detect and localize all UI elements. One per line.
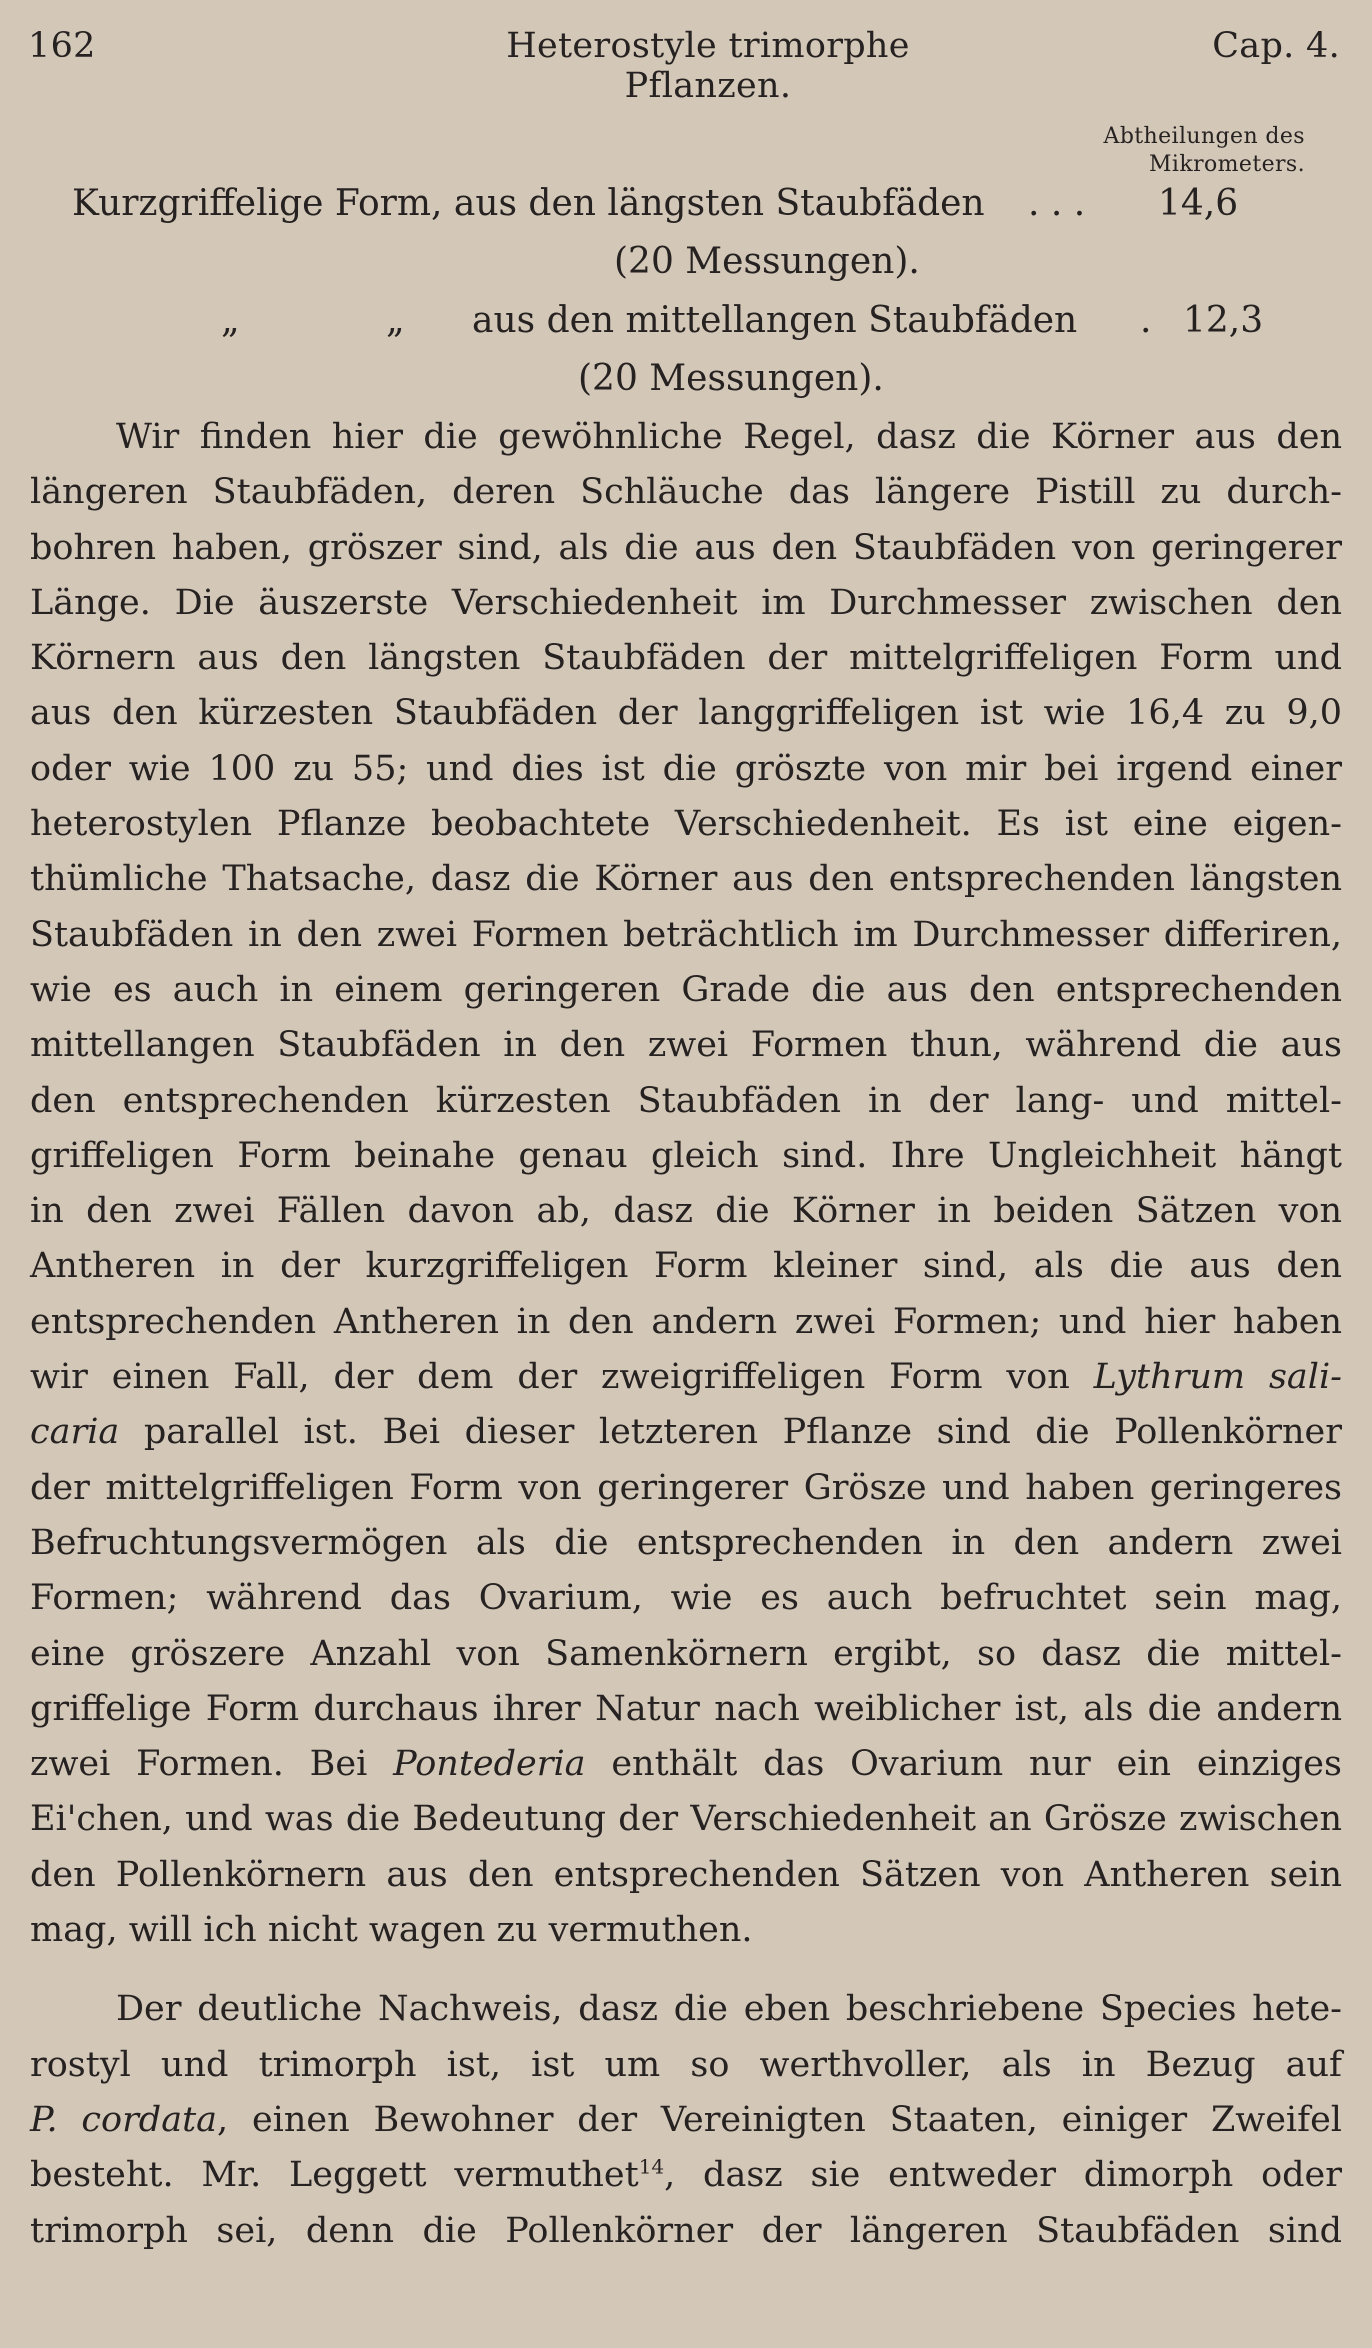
italic-genus-name: Pontederia	[393, 1744, 586, 1785]
footnote-reference: 14	[638, 2154, 665, 2179]
paragraph-1-line: entsprechenden Antheren in den andern zwei Formen; und hier haben	[30, 1301, 1342, 1342]
paragraph-1-line: eine gröszere Anzahl von Samenkörnern ergibt, so dasz die mittel-	[30, 1633, 1342, 1674]
paragraph-gap	[30, 1958, 1342, 1982]
paragraph-2-line	[30, 2093, 1342, 2148]
units-note-line: Mikrometers.	[1149, 152, 1305, 177]
ditto-mark: „	[386, 300, 405, 341]
measurement-label: Kurzgriffelige Form, aus den längsten Staubfäden	[72, 183, 985, 224]
plain-text: , einen Bewohner der Vereinigten Staaten, einiger Zweifel	[217, 2099, 1342, 2140]
measurement-value: 14,6	[1158, 183, 1239, 224]
paragraph-2-line: Der deutliche Nachweis, dasz die eben beschriebene Species hete-	[116, 1989, 1342, 2030]
page-number: 162	[28, 26, 96, 66]
paragraph-2-line: trimorph sei, denn die Pollenkörner der längeren Staubfäden sind	[30, 2210, 1342, 2251]
italic-species-name: Lythrum sali-	[1093, 1357, 1342, 1398]
paragraph-1-line: thümliche Thatsache, dasz die Körner aus den entsprechenden längsten	[30, 859, 1342, 900]
measurement-value: 12,3	[1183, 300, 1264, 341]
paragraph-1-line: Ei'chen, und was die Bedeutung der Verschiedenheit an Grösze zwischen	[30, 1799, 1342, 1840]
paragraph-1-line: Wir finden hier die gewöhnliche Regel, dasz die Körner aus den	[116, 417, 1342, 457]
ditto-mark: „	[221, 300, 240, 341]
plain-text: besteht. Mr. Leggett vermuthet	[30, 2155, 639, 2196]
paragraph-1-line: bohren haben, gröszer sind, als die aus den Staubfäden von geringerer	[30, 527, 1342, 568]
paragraph-1-line: oder wie 100 zu 55; und dies ist die gröszte von mir bei irgend einer	[30, 748, 1342, 789]
paragraph-1-line: Formen; während das Ovarium, wie es auch befruchtet sein mag,	[30, 1578, 1342, 1619]
body-text	[30, 410, 1342, 2259]
italic-species-name: P. cordata	[30, 2099, 218, 2140]
plain-text: , dasz sie entweder dimorph oder	[664, 2155, 1342, 2196]
paragraph-1-line	[30, 1405, 1342, 1460]
paragraph-1-line: der mittelgriffeligen Form von geringerer Grösze und haben geringeres	[30, 1467, 1342, 1508]
plain-text: parallel ist. Bei dieser letzteren Pflanze sind die Pollenkörner	[143, 1412, 1342, 1453]
paragraph-1-line: den entsprechenden kürzesten Staubfäden in der lang- und mittel-	[30, 1080, 1342, 1121]
paragraph-1-line: Befruchtungsvermögen als die entsprechenden in den andern zwei	[30, 1522, 1342, 1563]
paragraph-1-line: mag, will ich nicht wagen zu vermuthen.	[30, 1910, 753, 1951]
page-header	[28, 26, 1340, 106]
units-note-line: Abtheilungen des	[1103, 124, 1305, 149]
paragraph-1-line: Länge. Die äuszerste Verschiedenheit im Durchmesser zwischen den	[30, 582, 1342, 623]
paragraph-1-line: wie es auch in einem geringeren Grade die aus den entsprechenden	[30, 969, 1342, 1010]
paragraph-1-line: heterostylen Pflanze beobachtete Verschiedenheit. Es ist eine eigen-	[30, 804, 1342, 845]
plain-text: zwei Formen. Bei	[30, 1744, 368, 1785]
measurement-note: (20 Messungen).	[578, 358, 884, 399]
paragraph-1-line: Staubfäden in den zwei Formen beträchtlich im Durchmesser differiren,	[30, 914, 1342, 955]
paragraph-1-line	[30, 1737, 1342, 1792]
paragraph-1-line: mittellangen Staubfäden in den zwei Formen thun, während die aus	[30, 1025, 1342, 1066]
paragraph-1-line: längeren Staubfäden, deren Schläuche das längere Pistill zu durch-	[30, 472, 1342, 513]
plain-text: wir einen Fall, der dem der zweigriffeligen Form von	[30, 1357, 1070, 1398]
italic-species-name: caria	[30, 1412, 120, 1453]
paragraph-1-line: griffeligen Form beinahe genau gleich sind. Ihre Ungleichheit hängt	[30, 1135, 1342, 1176]
paragraph-2-line: rostyl und trimorph ist, ist um so werthvoller, als in Bezug auf	[30, 2044, 1342, 2085]
micrometer-units-note	[1055, 123, 1305, 179]
measurement-label: aus den mittellangen Staubfäden	[472, 300, 1078, 341]
measurement-note: (20 Messungen).	[614, 241, 920, 282]
measurement-leader: .	[1140, 300, 1152, 341]
paragraph-1-line: Antheren in der kurzgriffeligen Form kleiner sind, als die aus den	[30, 1246, 1342, 1287]
paragraph-1-line: Körnern aus den längsten Staubfäden der mittelgriffeligen Form und	[30, 638, 1342, 679]
chapter-label: Cap. 4.	[1212, 26, 1340, 66]
running-title: Heterostyle trimorphe Pflanzen.	[506, 26, 910, 106]
paragraph-1-line: in den zwei Fällen davon ab, dasz die Körner in beiden Sätzen von	[30, 1191, 1342, 1232]
paragraph-1-line	[30, 1350, 1342, 1405]
measurement-leader: . . .	[1028, 183, 1086, 224]
paragraph-1-line: den Pollenkörnern aus den entsprechenden Sätzen von Antheren sein	[30, 1854, 1342, 1895]
paragraph-1-line: aus den kürzesten Staubfäden der langgriffeligen ist wie 16,4 zu 9,0	[30, 693, 1342, 734]
plain-text: enthält das Ovarium nur ein einziges	[611, 1744, 1342, 1785]
paragraph-1-line: griffelige Form durchaus ihrer Natur nach weiblicher ist, als die andern	[30, 1688, 1342, 1729]
paragraph-2-line	[30, 2148, 1342, 2203]
